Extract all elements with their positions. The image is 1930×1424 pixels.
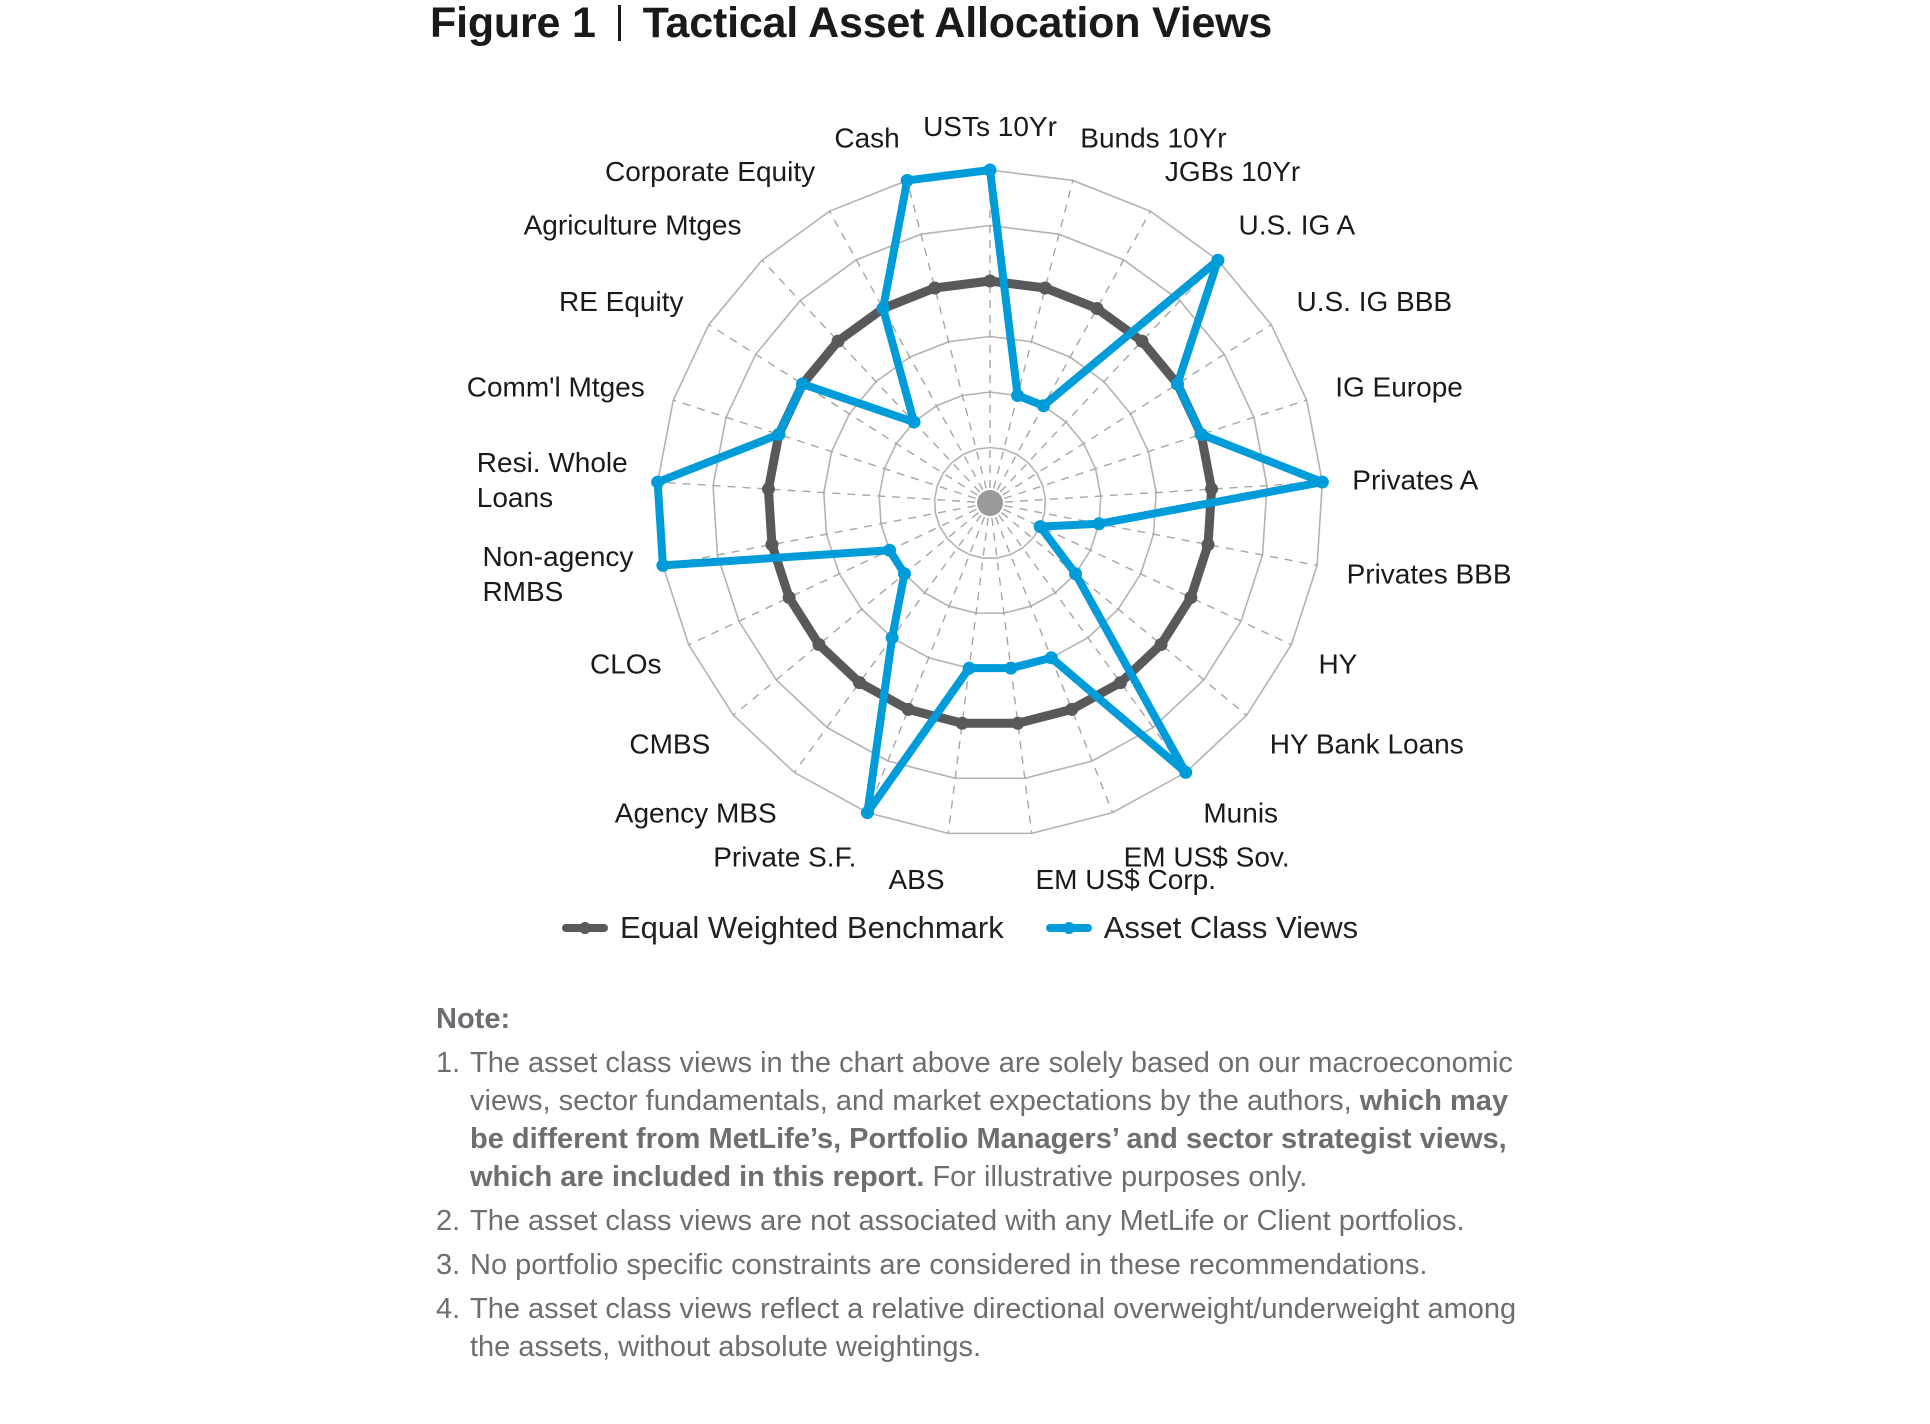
grid-spoke — [990, 260, 1218, 503]
legend-swatch-views — [1046, 924, 1092, 932]
legend-item-views — [1046, 910, 1358, 946]
axis-label: Non-agency RMBS — [482, 541, 634, 608]
series-point-benchmark — [902, 703, 915, 716]
axis-label: EM US$ Sov. — [1123, 841, 1290, 873]
axis-label: HY — [1318, 648, 1358, 680]
legend-item-benchmark — [562, 910, 1004, 946]
series-point-views — [796, 378, 809, 391]
note-text: The asset class views in the chart above are solely based on our macroeconomic views, sector fundamentals, and market expectations by the authors, — [470, 1047, 1513, 1117]
axis-label: Agriculture Mtges — [523, 209, 742, 241]
legend-swatch-benchmark — [562, 924, 608, 932]
series-point-benchmark — [1205, 483, 1218, 496]
series-point-benchmark — [1135, 335, 1148, 348]
series-point-benchmark — [928, 281, 941, 294]
series-point-benchmark — [783, 591, 796, 604]
legend-label-benchmark: Equal Weighted Benchmark — [620, 910, 1004, 945]
series-point-views — [908, 416, 921, 429]
note-item — [436, 1290, 1526, 1366]
figure-label: Figure 1 — [430, 0, 596, 47]
series-point-views — [1211, 254, 1224, 267]
axis-label: Agency MBS — [614, 797, 777, 829]
series-point-views — [901, 174, 914, 187]
series-point-views — [984, 164, 997, 177]
axis-label: U.S. IG BBB — [1296, 285, 1453, 317]
note-item — [436, 1044, 1526, 1196]
series-point-benchmark — [1155, 638, 1168, 651]
axis-label: Resi. Whole Loans — [476, 446, 628, 513]
series-point-views — [898, 567, 911, 580]
series-point-benchmark — [1114, 676, 1127, 689]
grid-spoke — [990, 325, 1271, 503]
grid-spoke — [762, 260, 990, 503]
note-item — [436, 1246, 1526, 1284]
axis-label: Privates BBB — [1346, 558, 1512, 590]
series-point-benchmark — [1184, 591, 1197, 604]
axis-label: U.S. IG A — [1238, 209, 1356, 241]
axis-label: CMBS — [629, 728, 711, 760]
series-point-views — [1034, 520, 1047, 533]
series-point-views — [1045, 651, 1058, 664]
series-point-views — [1011, 389, 1024, 402]
legend-label-views: Asset Class Views — [1103, 910, 1359, 945]
grid-spoke — [689, 503, 990, 645]
notes-heading: Note: — [436, 1003, 511, 1035]
axis-label: Corporate Equity — [605, 155, 816, 187]
series-point-views — [861, 806, 874, 819]
series-point-views — [886, 631, 899, 644]
series-point-benchmark — [853, 676, 866, 689]
axis-label: Privates A — [1352, 464, 1479, 496]
series-point-benchmark — [812, 638, 825, 651]
note-number: 4. — [436, 1293, 461, 1325]
series-point-benchmark — [765, 538, 778, 551]
axis-label: ABS — [888, 864, 945, 896]
grid-spoke — [990, 400, 1307, 503]
series-point-benchmark — [1065, 703, 1078, 716]
series-point-views — [1004, 662, 1017, 675]
series-point-benchmark — [1011, 717, 1024, 730]
series-point-views — [1069, 567, 1082, 580]
note-text: No portfolio specific constraints are considered in these recommendations. — [470, 1249, 1428, 1281]
series-point-views — [772, 428, 785, 441]
axis-label: Bunds 10Yr — [1080, 122, 1227, 154]
series-point-benchmark — [984, 275, 997, 288]
series-point-views — [651, 476, 664, 489]
notes-section — [436, 1000, 1526, 1372]
note-text: The asset class views reflect a relative directional overweight/underweight among the assets, without absolute weightings. — [470, 1293, 1517, 1363]
grid-spoke — [907, 180, 990, 503]
axis-label: IG Europe — [1335, 371, 1463, 403]
axis-label: JGBs 10Yr — [1164, 155, 1301, 187]
note-text: The asset class views are not associated with any MetLife or Client portfolios. — [470, 1205, 1465, 1237]
series-point-views — [1171, 378, 1184, 391]
series-point-benchmark — [832, 335, 845, 348]
grid-spoke — [673, 400, 990, 503]
axis-label: Munis — [1203, 797, 1279, 829]
series-point-benchmark — [762, 483, 775, 496]
axis-label: Cash — [834, 122, 900, 154]
note-bold-text: which may be different from MetLife’s, Portfolio Managers’ and sector strategist views, which are included in this report. — [470, 1085, 1509, 1193]
figure-title-text: Tactical Asset Allocation Views — [642, 0, 1273, 47]
grid-spoke — [990, 180, 1073, 503]
legend — [562, 910, 1400, 946]
series-point-views — [1037, 399, 1050, 412]
note-item — [436, 1202, 1526, 1240]
series-point-benchmark — [1202, 538, 1215, 551]
axis-label: CLOs — [589, 648, 662, 680]
center-hub — [977, 490, 1003, 516]
series-point-views — [1195, 428, 1208, 441]
axis-label: EM US$ Corp. — [1035, 864, 1216, 896]
note-text-end: For illustrative purposes only. — [924, 1161, 1308, 1193]
notes-list — [436, 1044, 1526, 1366]
series-point-views — [963, 662, 976, 675]
series-point-views — [1093, 517, 1106, 530]
axis-label: RE Equity — [559, 285, 684, 317]
axis-label: Private S.F. — [713, 841, 857, 873]
series-point-views — [1316, 476, 1329, 489]
series-point-views — [656, 559, 669, 572]
series-point-benchmark — [1090, 302, 1103, 315]
series-point-benchmark — [956, 717, 969, 730]
series-point-benchmark — [1039, 281, 1052, 294]
note-number: 1. — [436, 1047, 461, 1079]
note-number: 3. — [436, 1249, 461, 1281]
note-number: 2. — [436, 1205, 461, 1237]
grid-spoke — [709, 325, 990, 503]
series-point-views — [883, 544, 896, 557]
axis-label: USTs 10Yr — [923, 111, 1057, 142]
axis-label: Comm'l Mtges — [466, 371, 645, 403]
axis-label: HY Bank Loans — [1269, 728, 1464, 760]
series-point-views — [877, 302, 890, 315]
series-point-views — [1179, 766, 1192, 779]
